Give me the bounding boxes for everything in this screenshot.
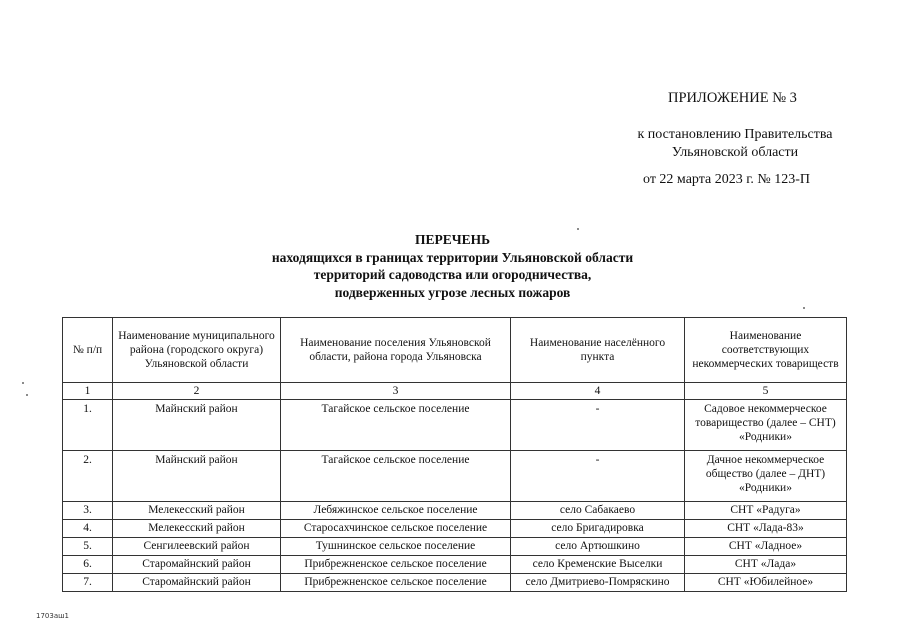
row-settlement: Тагайское сельское поселение [281, 400, 511, 451]
row-settlement: Прибрежненское сельское поселение [281, 556, 511, 574]
appendix-reference [630, 126, 840, 162]
table-row [63, 502, 847, 520]
row-number: 4. [63, 520, 113, 538]
table-row [63, 556, 847, 574]
appendix-date: от 22 марта 2023 г. № 123-П [643, 172, 811, 187]
heading-line-2: находящихся в границах территории Ульяновской области [271, 249, 634, 265]
row-district: Майнский район [113, 400, 281, 451]
column-number: 4 [511, 383, 685, 400]
row-partnership: СНТ «Радуга» [685, 502, 847, 520]
table-row [63, 574, 847, 592]
row-locality: село Бригадировка [511, 520, 685, 538]
row-district: Мелекесский район [113, 520, 281, 538]
row-locality: - [511, 451, 685, 502]
scan-speck [26, 394, 28, 396]
appendix-reference-line-1: к постановлению Правительства [637, 127, 833, 142]
table-row [63, 400, 847, 451]
row-partnership: СНТ «Лада-83» [685, 520, 847, 538]
row-locality: село Артюшкино [511, 538, 685, 556]
appendix-title: ПРИЛОЖЕНИЕ № 3 [668, 90, 797, 106]
heading-line-4: подверженных угрозе лесных пожаров [334, 284, 571, 300]
heading-line-1: ПЕРЕЧЕНЬ [414, 232, 491, 247]
row-locality: - [511, 400, 685, 451]
row-number: 1. [63, 400, 113, 451]
row-number: 3. [63, 502, 113, 520]
header-locality: Наименование населённого пункта [511, 318, 685, 383]
header-partnerships: Наименование соответствующих некоммерческих товариществ [685, 318, 847, 383]
row-district: Майнский район [113, 451, 281, 502]
row-district: Старомайнский район [113, 574, 281, 592]
row-settlement: Прибрежненское сельское поселение [281, 574, 511, 592]
territories-table [62, 317, 847, 592]
column-number: 5 [685, 383, 847, 400]
column-numbers-row [63, 383, 847, 400]
row-district: Старомайнский район [113, 556, 281, 574]
column-number: 3 [281, 383, 511, 400]
table-row [63, 520, 847, 538]
row-district: Мелекесский район [113, 502, 281, 520]
table-row [63, 451, 847, 502]
scan-speck [577, 228, 579, 230]
row-settlement: Лебяжинское сельское поселение [281, 502, 511, 520]
row-partnership: СНТ «Лада» [685, 556, 847, 574]
column-number: 1 [63, 383, 113, 400]
table-row [63, 538, 847, 556]
document-heading [0, 231, 905, 301]
row-number: 5. [63, 538, 113, 556]
row-number: 2. [63, 451, 113, 502]
row-locality: село Кременские Выселки [511, 556, 685, 574]
header-number: № п/п [63, 318, 113, 383]
row-locality: село Сабакаево [511, 502, 685, 520]
table-header-row [63, 318, 847, 383]
scan-speck [22, 382, 24, 384]
row-partnership: СНТ «Ладное» [685, 538, 847, 556]
column-number: 2 [113, 383, 281, 400]
row-partnership: Дачное некоммерческое общество (далее – ДНТ) «Родники» [685, 451, 847, 502]
header-settlement: Наименование поселения Ульяновской области, района города Ульяновска [281, 318, 511, 383]
row-settlement: Старосахчинское сельское поселение [281, 520, 511, 538]
row-district: Сенгилеевский район [113, 538, 281, 556]
scan-speck [803, 307, 805, 309]
heading-line-3: территорий садоводства или огородничества, [313, 267, 592, 282]
row-partnership: Садовое некоммерческое товарищество (далее – СНТ) «Родники» [685, 400, 847, 451]
header-district: Наименование муниципального района (городского округа) Ульяновской области [113, 318, 281, 383]
row-settlement: Тагайское сельское поселение [281, 451, 511, 502]
document-code-footnote: 1703аш1 [36, 612, 69, 620]
row-settlement: Тушнинское сельское поселение [281, 538, 511, 556]
row-number: 7. [63, 574, 113, 592]
row-locality: село Дмитриево-Помряскино [511, 574, 685, 592]
row-partnership: СНТ «Юбилейное» [685, 574, 847, 592]
row-number: 6. [63, 556, 113, 574]
appendix-reference-line-2: Ульяновской области [671, 145, 799, 160]
